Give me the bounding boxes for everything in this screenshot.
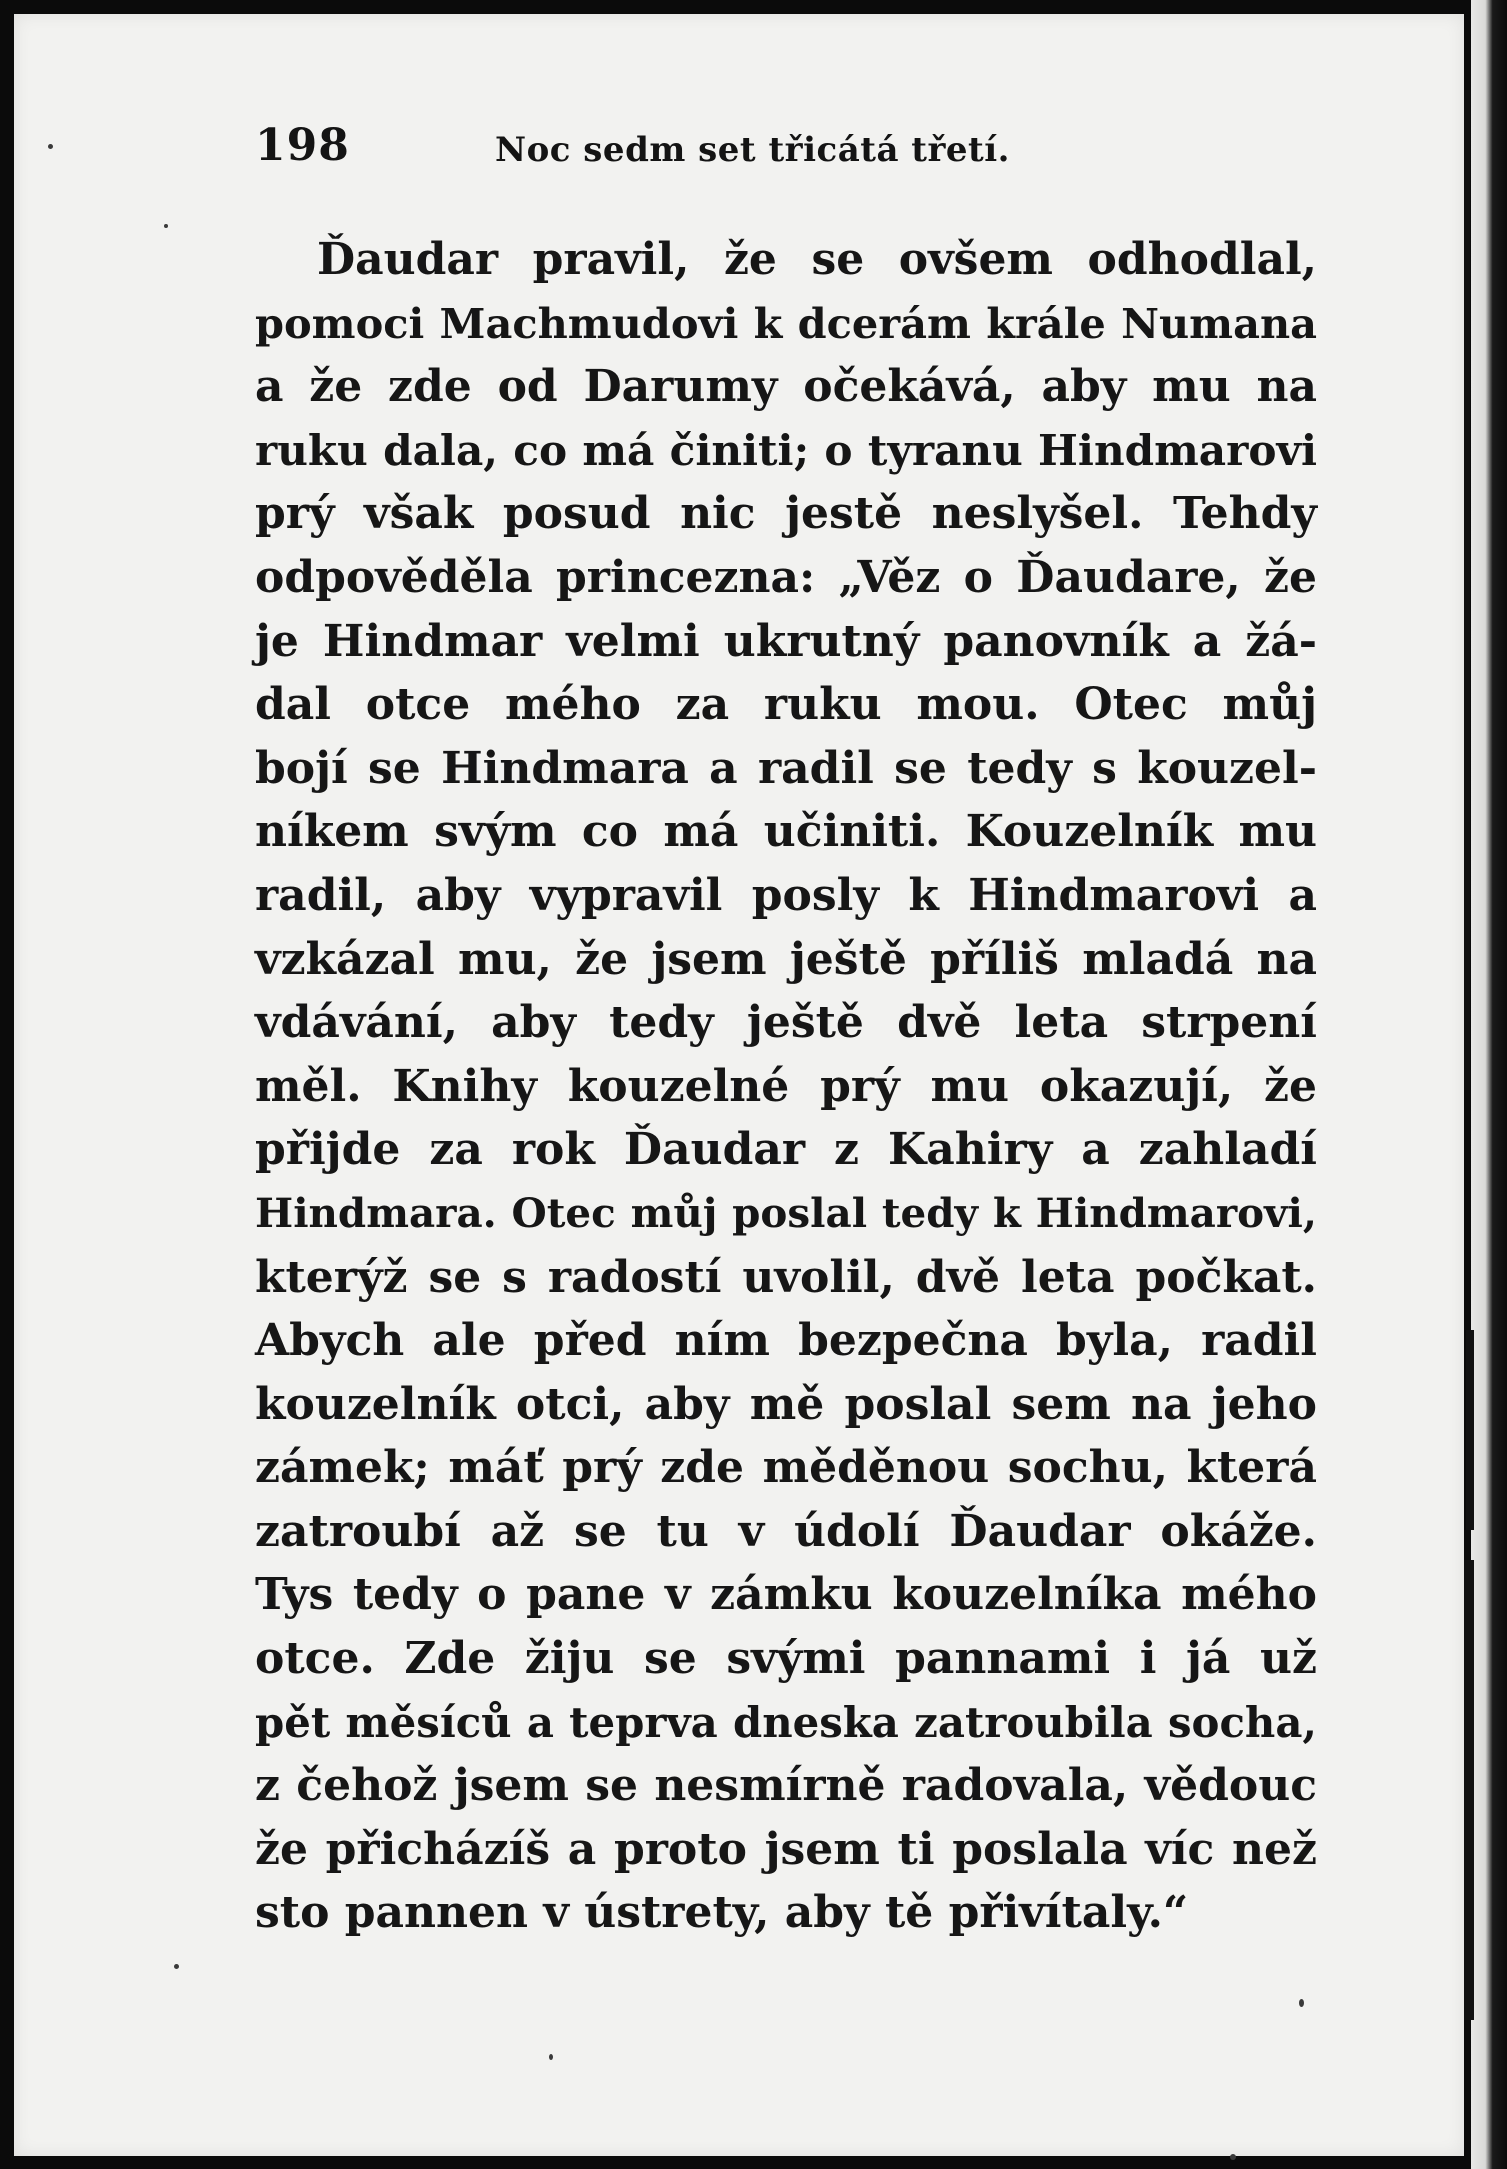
text-line: níkem svým co má učiniti. Kouzelník mu	[255, 806, 1317, 858]
text-line: vdávání, aby tedy ještě dvě leta strpení	[255, 997, 1317, 1049]
dust-speck	[174, 1964, 179, 1969]
text-line: že přicházíš a proto jsem ti poslala víc než	[255, 1823, 1317, 1875]
text-line: dal otce mého za ruku mou. Otec můj	[255, 679, 1317, 731]
dust-speck	[549, 2054, 553, 2060]
page-number: 198	[255, 120, 350, 171]
dust-speck	[1230, 2154, 1236, 2160]
text-line: kterýž se s radostí uvolil, dvě leta počkat.	[255, 1251, 1317, 1303]
dust-speck	[1299, 1999, 1304, 2007]
text-line: je Hindmar velmi ukrutný panovník a žá-	[255, 615, 1317, 667]
text-line: sto pannen v ústrety, aby tě přivítaly.“	[255, 1887, 1189, 1939]
text-line: z čehož jsem se nesmírně radovala, vědouc	[255, 1760, 1317, 1812]
text-line: kouzelník otci, aby mě poslal sem na jeho	[255, 1378, 1317, 1430]
text-line: a že zde od Darumy očekává, aby mu na	[255, 361, 1317, 413]
page-header	[255, 118, 1335, 188]
text-line: prý však posud nic jestě neslyšel. Tehdy	[255, 488, 1317, 540]
text-line: vzkázal mu, že jsem ještě příliš mladá na	[255, 933, 1317, 985]
text-line: Hindmara. Otec můj poslal tedy k Hindmarovi,	[255, 1188, 1317, 1237]
text-line: zámek; máť prý zde měděnou sochu, která	[255, 1442, 1317, 1494]
text-line: zatroubí až se tu v údolí Ďaudar okáže.	[255, 1505, 1317, 1557]
edge-shadow-mark	[1464, 90, 1470, 1090]
dust-speck	[48, 144, 53, 149]
text-line: Abych ale před ním bezpečna byla, radil	[255, 1315, 1317, 1367]
text-line: otce. Zde žiju se svými pannami i já už	[255, 1633, 1317, 1685]
scanner-edge	[1471, 0, 1507, 2169]
text-line: přijde za rok Ďaudar z Kahiry a zahladí	[255, 1124, 1317, 1176]
text-line: pět měsíců a teprva dneska zatroubila socha,	[255, 1697, 1317, 1747]
text-line: pomoci Machmudovi k dcerám krále Numana	[255, 298, 1317, 348]
text-line: měl. Knihy kouzelné prý mu okazují, že	[255, 1060, 1317, 1112]
text-line: radil, aby vypravil posly k Hindmarovi a	[255, 869, 1317, 921]
body-text	[255, 228, 1317, 1945]
text-line: Tys tedy o pane v zámku kouzelníka mého	[255, 1569, 1317, 1621]
text-line: Ďaudar pravil, že se ovšem odhodlal,	[317, 234, 1317, 285]
edge-shadow-mark	[1464, 1560, 1474, 2020]
text-line: bojí se Hindmara a radil se tedy s kouzel-	[255, 742, 1317, 794]
text-line: ruku dala, co má činiti; o tyranu Hindmarovi	[255, 424, 1317, 475]
text-line: odpověděla princezna: „Věz o Ďaudare, že	[255, 551, 1317, 603]
edge-shadow-mark	[1466, 1330, 1474, 1530]
dust-speck	[164, 224, 168, 228]
running-title: Noc sedm set třicátá třetí.	[495, 130, 1011, 170]
